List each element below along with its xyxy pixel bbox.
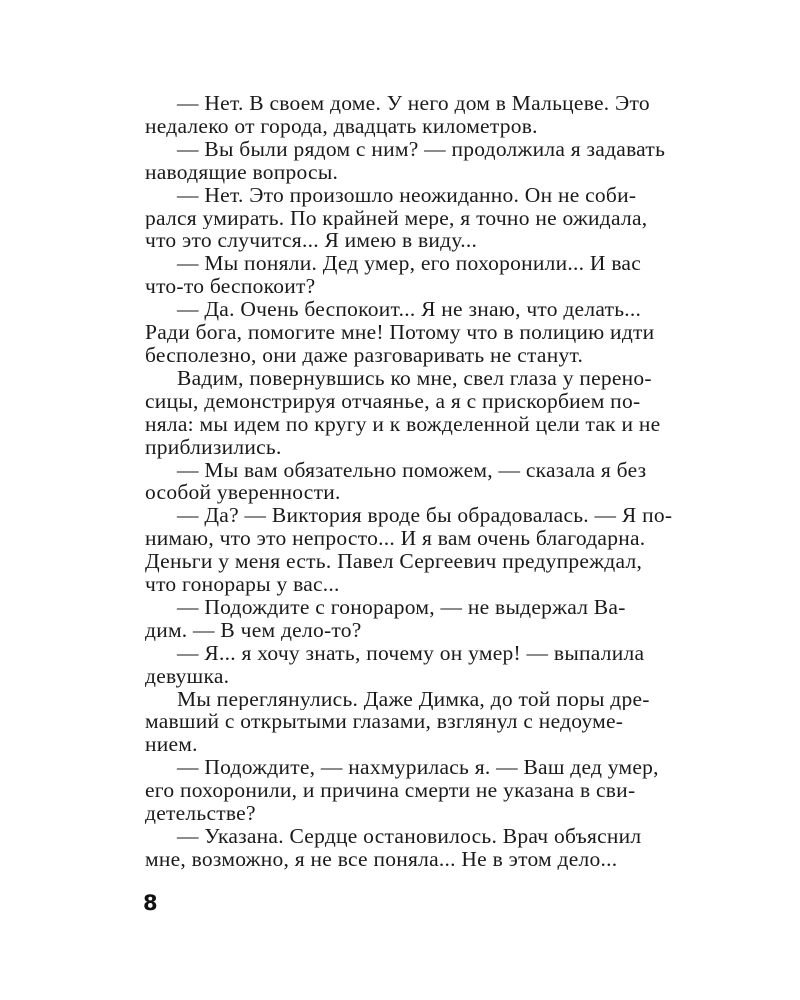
text-line: мавший с открытыми глазами, взглянул с недоуме- bbox=[145, 710, 624, 734]
text-line: — Мы вам обязательно поможем, — сказала я без bbox=[177, 458, 647, 482]
text-line: — Нет. Это произошло неожиданно. Он не соби- bbox=[177, 183, 637, 207]
text-line: — Мы поняли. Дед умер, его похоронили... И вас bbox=[177, 252, 642, 276]
text-line: особой уверенности. bbox=[145, 481, 341, 505]
text-line: Деньги у меня есть. Павел Сергеевич предупреждал, bbox=[145, 550, 643, 574]
text-line: — Да? — Виктория вроде бы обрадовалась. — Я по- bbox=[177, 504, 673, 528]
text-line: — Я... я хочу знать, почему он умер! — выпалила bbox=[177, 641, 645, 665]
text-line: — Вы были рядом с ним? — продолжила я задавать bbox=[177, 137, 666, 161]
text-line: недалеко от города, двадцать километров. bbox=[145, 114, 538, 138]
text-line: нием. bbox=[145, 733, 198, 757]
text-line: что это случится... Я имею в виду... bbox=[145, 229, 478, 253]
text-line: девушка. bbox=[145, 664, 230, 688]
text-line: — Подождите, — нахмурилась я. — Ваш дед умер, bbox=[177, 756, 659, 780]
page-body-text bbox=[145, 92, 715, 871]
text-line: — Да. Очень беспокоит... Я не знаю, что делать... bbox=[177, 298, 642, 322]
text-line: дим. — В чем дело-то? bbox=[145, 618, 362, 642]
text-line: — Подождите с гонораром, — не выдержал Ва- bbox=[177, 595, 626, 619]
text-line: няла: мы идем по кругу и к вожделенной цели так и не bbox=[145, 412, 661, 436]
text-line: — Нет. В своем доме. У него дом в Мальцеве. Это bbox=[177, 92, 650, 115]
text-line: что-то беспокоит? bbox=[145, 275, 316, 299]
page-number: 8 bbox=[143, 891, 158, 915]
text-line: — Указана. Сердце остановилось. Врач объяснил bbox=[177, 825, 642, 848]
text-line: мне, возможно, я не все поняла... Не в этом дело... bbox=[145, 847, 618, 871]
text-line: Ради бога, помогите мне! Потому что в полицию идти bbox=[145, 321, 655, 344]
text-line: рался умирать. По крайней мере, я точно не ожидала, bbox=[145, 206, 648, 230]
text-line: нимаю, что это непросто... И я вам очень благодарна. bbox=[145, 527, 646, 551]
text-line: приблизились. bbox=[145, 435, 282, 459]
text-line: наводящие вопросы. bbox=[145, 160, 339, 184]
text-line: Вадим, повернувшись ко мне, свел глаза у перено- bbox=[177, 366, 652, 390]
text-line: его похоронили, и причина смерти не указана в сви- bbox=[145, 779, 636, 803]
text-line: детельстве? bbox=[145, 802, 256, 825]
text-line: Мы переглянулись. Даже Димка, до той поры дре- bbox=[177, 687, 650, 711]
text-line: что гонорары у вас... bbox=[145, 573, 340, 596]
text-line: бесполезно, они даже разговаривать не станут. bbox=[145, 343, 584, 367]
text-line: сицы, демонстрируя отчаянье, а я с прискорбием по- bbox=[145, 389, 641, 413]
